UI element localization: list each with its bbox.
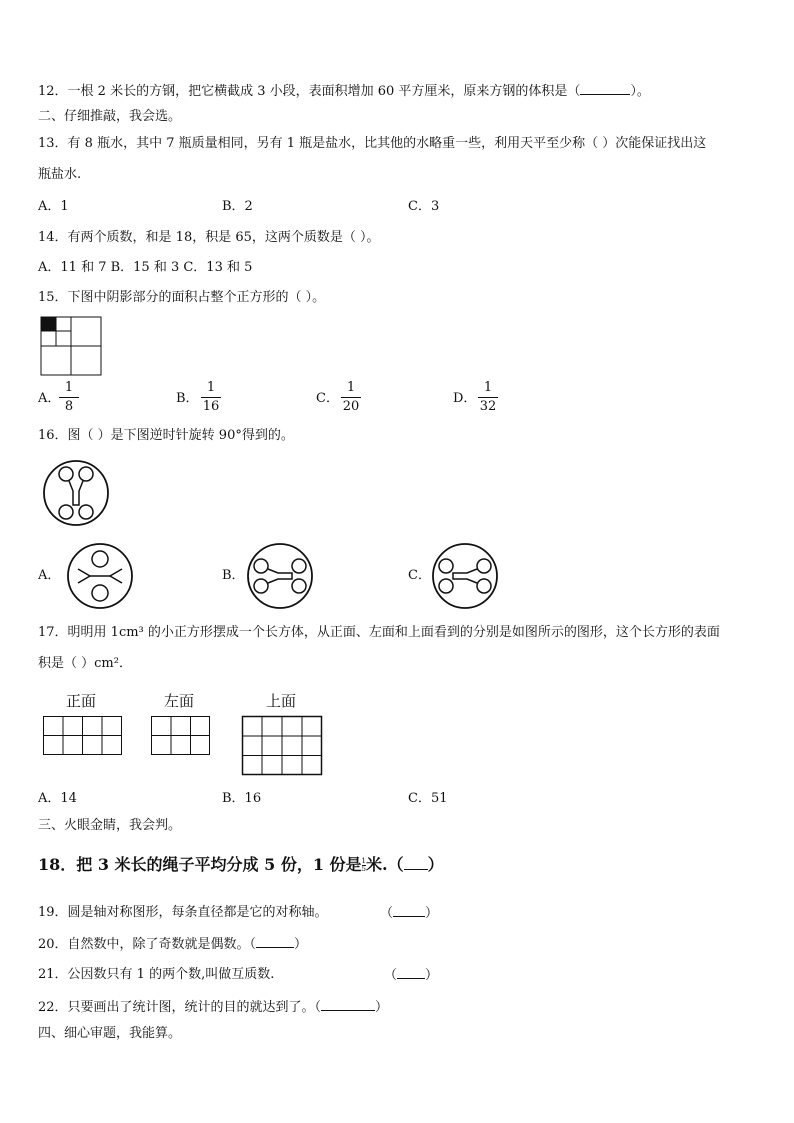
paren-close: ） [294,937,308,952]
view-label-top: 上面 [266,692,297,710]
section-2-heading: 二、仔细推敲，我会选。 [38,109,182,124]
question-12-text: 12．一根 2 米长的方钢，把它横截成 3 小段，表面积增加 60 平方厘米，原来方钢的体积是（ [38,84,581,99]
question-18-text: 18．把 3 米长的绳子平均分成 5 份，1 份是 [38,855,362,874]
paren-close: ） [427,855,444,874]
answer-blank[interactable] [321,998,375,1011]
q17-option-a[interactable]: A．14 [38,791,77,806]
question-15: 15．下图中阴影部分的面积占整个正方形的（ ）。 [38,290,326,305]
question-13-line-1: 13．有 8 瓶水，其中 7 瓶质量相同，另有 1 瓶是盐水，比其他的水略重一些，利用天平至少称（ ）次能保证找出这 [38,136,707,151]
top-view-grid [242,716,323,776]
question-19: 19．圆是轴对称图形，每条直径都是它的对称轴。 [38,905,328,920]
question-12-end: ）。 [630,84,650,99]
answer-blank[interactable] [404,855,428,870]
front-view-grid [43,716,123,756]
q19-answer[interactable]: （ ） [380,906,439,921]
q15-option-c-fraction: 1 20 [342,380,360,414]
question-16: 16．图（ ）是下图逆时针旋转 90°得到的。 [38,428,294,443]
question-12 [38,82,650,101]
paren-close: ） [375,1000,389,1015]
question-18 [38,854,444,876]
answer-blank[interactable] [580,82,630,95]
q15-option-d-fraction: 1 32 [479,380,497,414]
section-4-heading: 四、细心审题，我能算。 [38,1026,182,1041]
q13-option-c[interactable]: C．3 [408,199,440,214]
q13-option-b[interactable]: B．2 [222,199,253,214]
q15-square-figure [40,316,102,376]
q16-option-c-figure[interactable] [431,542,499,610]
question-22 [38,998,388,1017]
q15-option-a-label[interactable]: A． [38,391,61,406]
q16-original-figure [42,459,110,527]
section-3-heading: 三、火眼金睛，我会判。 [38,818,182,833]
question-20-text: 20．自然数中，除了奇数就是偶数。（ [38,937,257,952]
question-21: 21．公因数只有 1 的两个数,叫做互质数. [38,967,275,982]
view-label-front: 正面 [66,692,97,710]
q15-option-a-fraction: 1 8 [56,380,82,415]
question-20 [38,935,307,954]
q15-option-b-label[interactable]: B． [176,391,199,406]
question-22-text: 22．只要画出了统计图，统计的目的就达到了。（ [38,1000,322,1015]
left-view-grid [151,716,211,756]
q15-option-c-label[interactable]: C． [316,391,339,406]
q13-option-a[interactable]: A．1 [38,199,69,214]
q15-option-d-label[interactable]: D． [453,391,477,406]
q15-option-b-fraction: 1 16 [202,380,220,414]
question-13-line-2: 瓶盐水. [38,167,82,182]
q16-option-a-label[interactable]: A． [38,568,61,583]
question-18-text-2: 米.（ [366,855,404,874]
q18-fraction: $\frac{1}{5}$ [361,857,366,873]
question-17-line-2: 积是（ ）cm²． [38,656,132,671]
view-label-left: 左面 [164,692,195,710]
q16-option-c-label[interactable]: C． [408,568,431,583]
q14-options[interactable]: A．11 和 7 B．15 和 3 C．13 和 5 [38,260,253,275]
q17-option-c[interactable]: C．51 [408,791,448,806]
question-14: 14．有两个质数，和是 18，积是 65，这两个质数是（ ）。 [38,230,380,245]
q17-option-b[interactable]: B．16 [222,791,262,806]
q16-option-b-figure[interactable] [246,542,314,610]
q16-option-b-label[interactable]: B． [222,568,245,583]
question-17-line-1: 17．明明用 1cm³ 的小正方形摆成一个长方体，从正面、左面和上面看到的分别是如图所示的图形，这个长方形的表面 [38,625,720,640]
q21-answer[interactable]: （ ） [384,968,439,983]
answer-blank[interactable] [256,935,294,948]
q16-option-a-figure[interactable] [66,542,134,610]
